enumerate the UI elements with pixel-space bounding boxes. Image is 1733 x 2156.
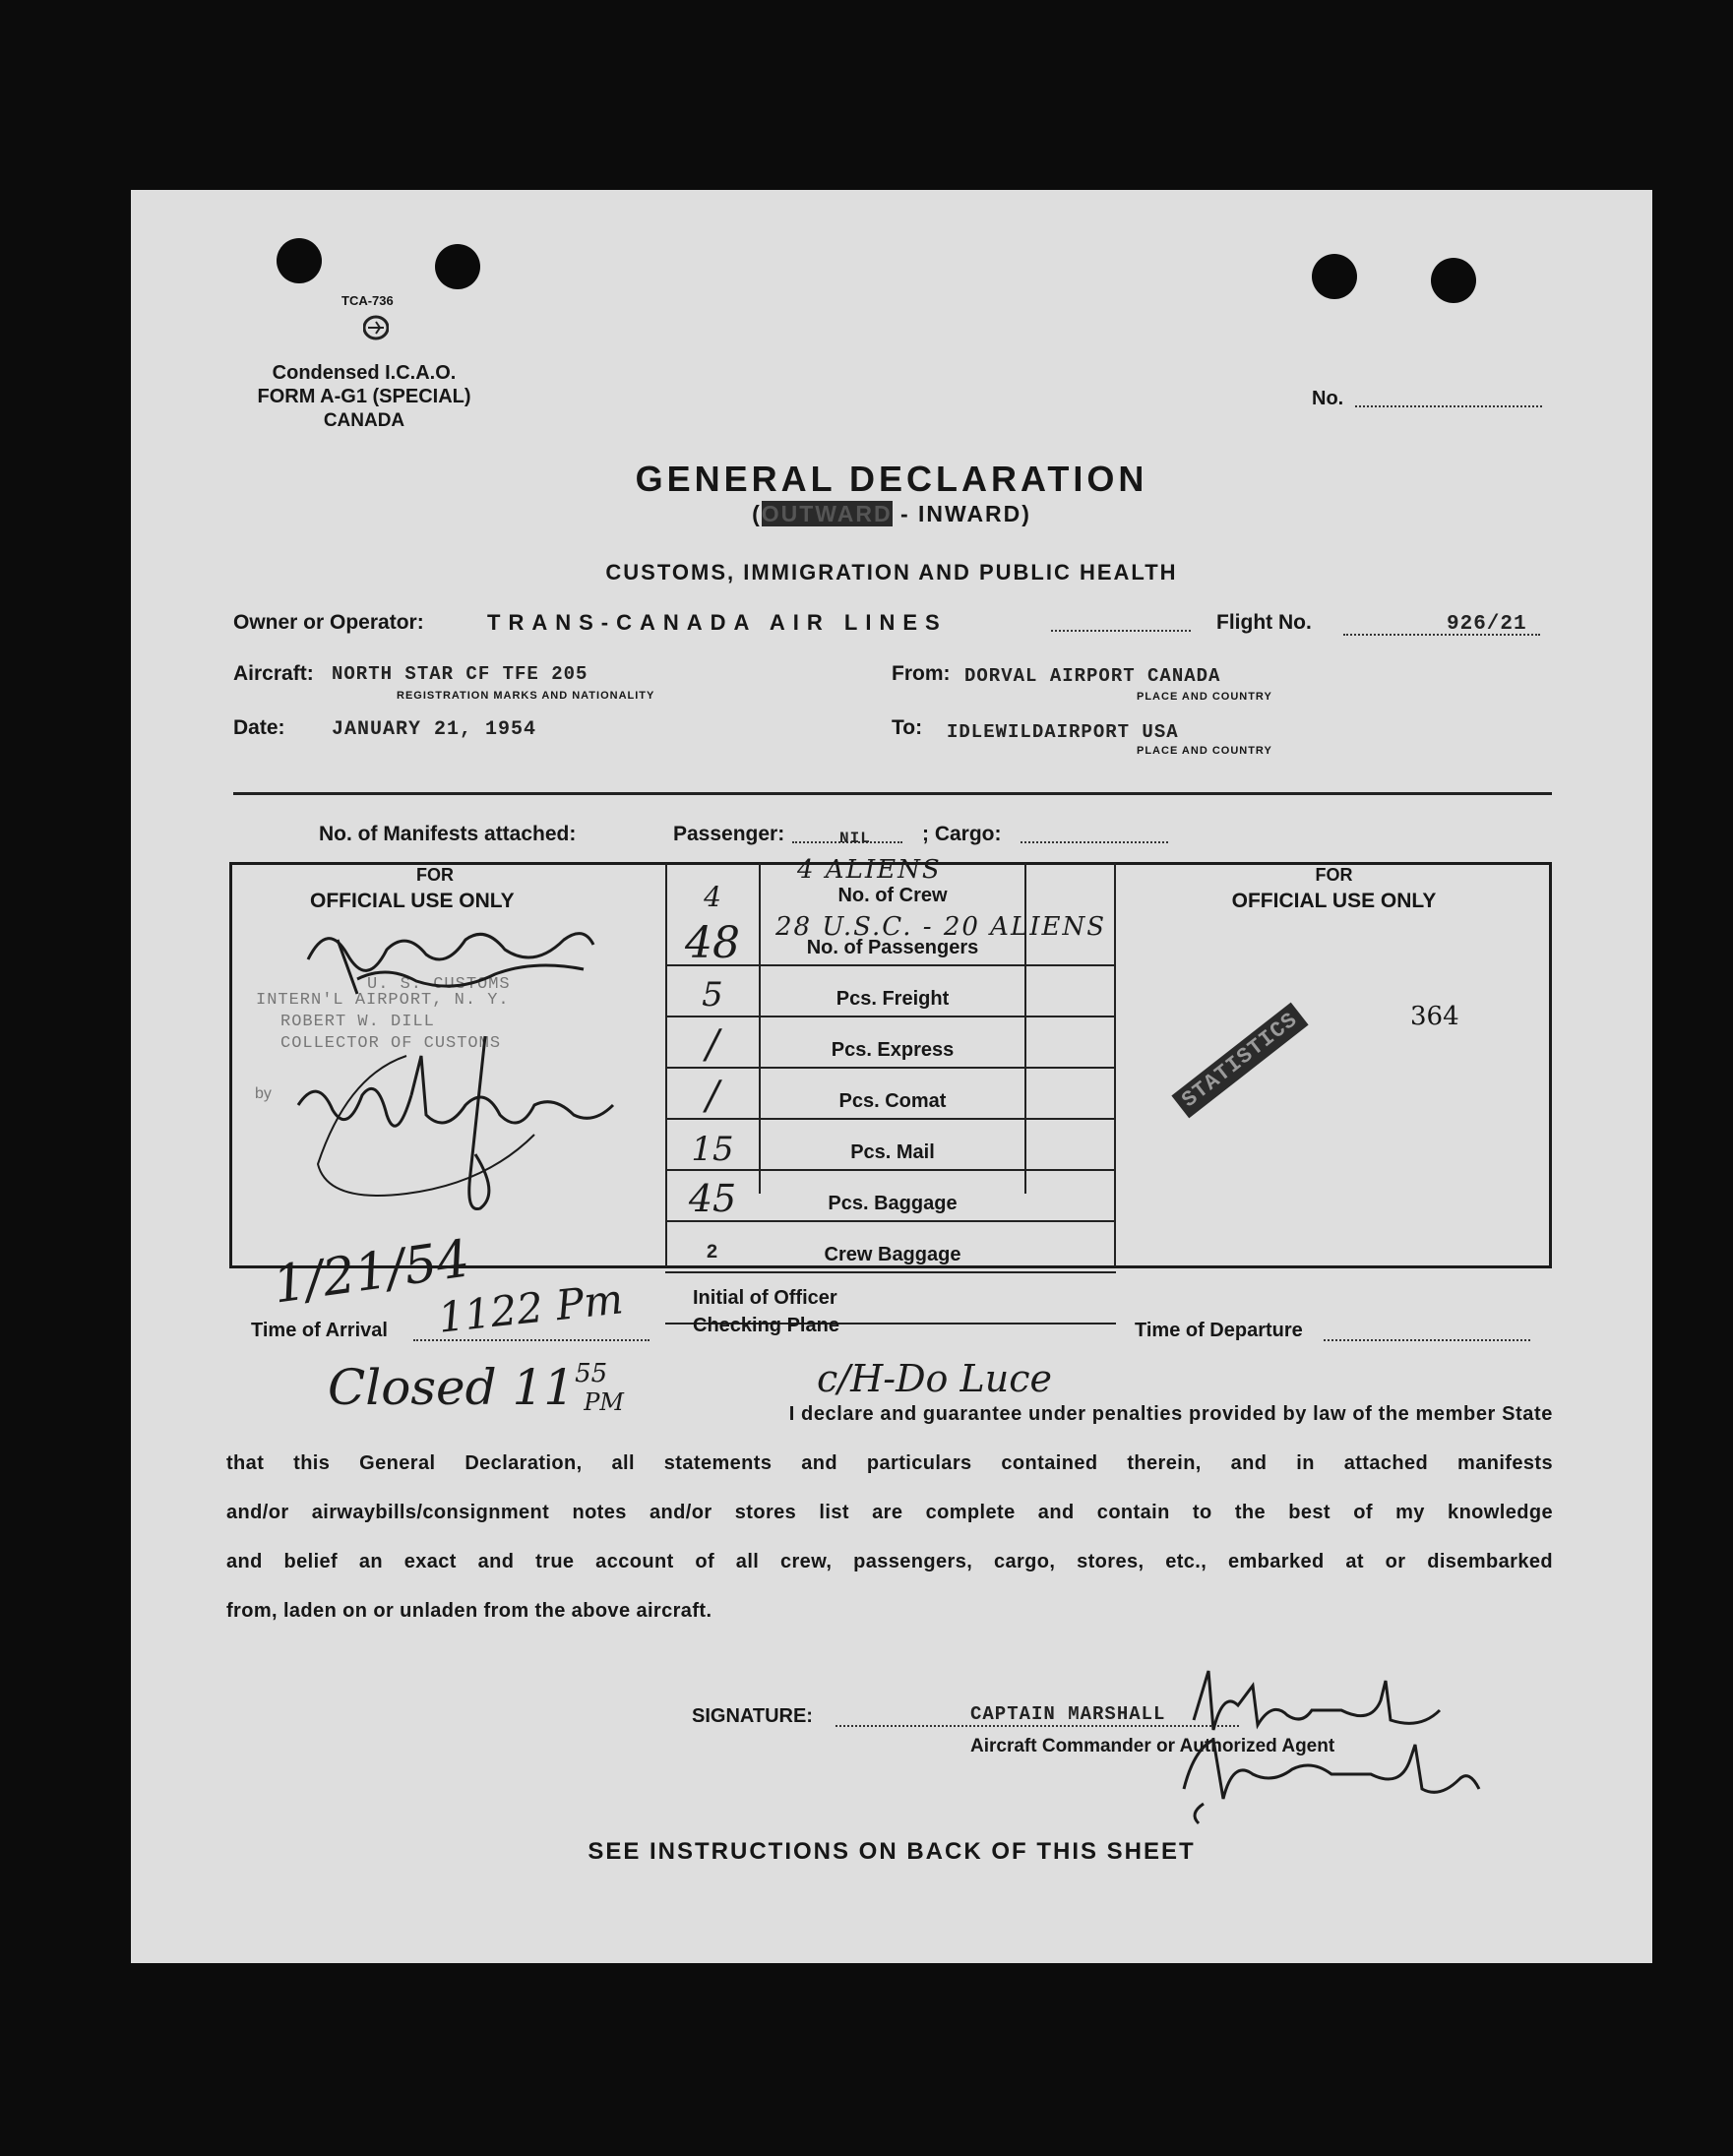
- manifests-cargo-dots: [1021, 841, 1168, 843]
- row-label-comat: Pcs. Comat: [838, 1090, 947, 1112]
- initials-note: c/H-Do Luce: [817, 1357, 1052, 1400]
- to-caption: PLACE AND COUNTRY: [1137, 745, 1272, 757]
- row-value-passengers: 48: [685, 918, 740, 968]
- initial-officer-line2: Checking Plane: [693, 1315, 839, 1336]
- row-line: [665, 1271, 1116, 1273]
- closed-text: Closed 11: [328, 1359, 576, 1416]
- statistics-stamp: STATISTICS: [1171, 1003, 1308, 1119]
- official-left-line2: OFFICIAL USE ONLY: [310, 890, 515, 912]
- official-right-line2: OFFICIAL USE ONLY: [1231, 890, 1437, 912]
- arrival-time: 1122 Pm: [435, 1274, 626, 1342]
- from-value: DORVAL AIRPORT CANADA: [964, 665, 1221, 687]
- row-value-crew-baggage: 2: [706, 1242, 719, 1264]
- to-label: To:: [892, 716, 923, 739]
- closed-pm: PM: [584, 1388, 624, 1416]
- closed-minutes: 55: [575, 1359, 608, 1388]
- row-label-freight: Pcs. Freight: [836, 988, 950, 1010]
- aircraft-label: Aircraft:: [233, 662, 314, 685]
- row-label-crew: No. of Crew: [837, 885, 948, 906]
- stamp-line1: U. S. CUSTOMS: [367, 975, 511, 994]
- form-name-line3: CANADA: [323, 410, 405, 431]
- punch-hole: [1312, 254, 1357, 299]
- manifests-cargo-label: ; Cargo:: [922, 823, 1002, 845]
- initial-officer-line1: Initial of Officer: [693, 1287, 837, 1309]
- tca-logo: [363, 315, 389, 345]
- declaration-line4: and belief an exact and true account of all crew, passengers, cargo, stores, etc., embarked at or disembarked: [226, 1551, 1553, 1572]
- table-divider: [1114, 863, 1116, 1266]
- row-label-baggage: Pcs. Baggage: [828, 1193, 958, 1214]
- subtitle: CUSTOMS, IMMIGRATION AND PUBLIC HEALTH: [605, 560, 1178, 585]
- row-label-express: Pcs. Express: [831, 1039, 955, 1061]
- row-value-baggage: 45: [688, 1177, 737, 1220]
- footer-instructions: SEE INSTRUCTIONS ON BACK OF THIS SHEET: [588, 1838, 1196, 1865]
- row-value-express: /: [706, 1022, 719, 1068]
- row-value-comat: /: [706, 1074, 719, 1119]
- direction: [131, 501, 1652, 527]
- captain-signature-scribble: [1164, 1632, 1499, 1833]
- signature-value: CAPTAIN MARSHALL: [970, 1703, 1166, 1725]
- number-label: No.: [1312, 388, 1344, 409]
- declaration-line3: and/or airwaybills/consignment notes and/or stores list are complete and contain to the best of my knowledge: [226, 1502, 1553, 1523]
- punch-hole: [435, 244, 480, 289]
- official-right-line1: FOR: [1315, 865, 1353, 885]
- number-field: [1355, 405, 1542, 407]
- time-of-arrival-label: Time of Arrival: [251, 1320, 388, 1341]
- row-value-mail: 15: [691, 1130, 734, 1169]
- page-title: GENERAL DECLARATION: [635, 459, 1148, 499]
- form-name-line2: FORM A-G1 (SPECIAL): [257, 386, 471, 407]
- row-label-passengers: No. of Passengers: [806, 937, 979, 958]
- passenger-note: 28 U.S.C. - 20 ALIENS: [775, 912, 1107, 942]
- officer-signature-scribble: [298, 910, 613, 1004]
- stat-number: 364: [1410, 1002, 1459, 1031]
- owner-value: TRANS-CANADA AIR LINES: [487, 610, 948, 635]
- divider: [233, 792, 1552, 795]
- form-code: TCA-736: [341, 293, 394, 308]
- flight-value: 926/21: [1447, 613, 1527, 636]
- owner-dots: [1051, 630, 1191, 632]
- stamp-line5: by: [255, 1085, 272, 1102]
- aircraft-caption: REGISTRATION MARKS AND NATIONALITY: [397, 690, 655, 702]
- manifests-passenger-value: NIL: [839, 830, 871, 847]
- from-caption: PLACE AND COUNTRY: [1137, 691, 1272, 703]
- direction-open: (: [752, 501, 762, 526]
- row-value-crew: 4: [704, 881, 721, 913]
- flight-label: Flight No.: [1216, 611, 1312, 634]
- row-label-mail: Pcs. Mail: [850, 1141, 935, 1163]
- direction-rest: - INWARD): [892, 501, 1031, 526]
- row-line: [665, 1220, 1116, 1222]
- stamp-line3: ROBERT W. DILL: [280, 1013, 435, 1031]
- aircraft-value: NORTH STAR CF TFE 205: [332, 663, 588, 685]
- collector-signature-scribble: [288, 1016, 623, 1228]
- declaration-line1: I declare and guarantee under penalties provided by law of the member State: [788, 1403, 1553, 1425]
- declaration-line5: from, laden on or unladen from the above aircraft.: [226, 1600, 712, 1622]
- time-of-departure-label: Time of Departure: [1135, 1320, 1303, 1341]
- row-line: [665, 1169, 1116, 1171]
- to-value: IDLEWILDAIRPORT USA: [947, 721, 1179, 743]
- signature-label: SIGNATURE:: [692, 1705, 813, 1727]
- row-value-freight: 5: [702, 975, 723, 1015]
- from-label: From:: [892, 662, 951, 685]
- stamp-line2: INTERN'L AIRPORT, N. Y.: [256, 991, 510, 1010]
- punch-hole: [1431, 258, 1476, 303]
- official-left-line1: FOR: [416, 865, 454, 885]
- date-value: JANUARY 21, 1954: [332, 718, 537, 741]
- signature-caption: Aircraft Commander or Authorized Agent: [970, 1736, 1335, 1756]
- manifests-passenger-label: Passenger:: [673, 823, 785, 845]
- row-line: [665, 1016, 1116, 1017]
- document-sheet: [131, 190, 1652, 1963]
- stamp-line4: COLLECTOR OF CUSTOMS: [280, 1034, 502, 1053]
- row-label-crew-baggage: Crew Baggage: [824, 1244, 961, 1265]
- arrival-date: 1/21/54: [269, 1229, 473, 1316]
- declaration-line2: that this General Declaration, all statements and particulars contained therein, and in attached manifests: [226, 1452, 1553, 1474]
- crew-note: 4 ALIENS: [797, 855, 942, 885]
- departure-time-field: [1324, 1339, 1530, 1341]
- manifests-label: No. of Manifests attached:: [319, 823, 577, 845]
- date-label: Date:: [233, 716, 285, 739]
- punch-hole: [277, 238, 322, 283]
- direction-struck: OUTWARD: [761, 501, 893, 526]
- owner-label: Owner or Operator:: [233, 611, 424, 634]
- form-name-line1: Condensed I.C.A.O.: [272, 362, 457, 384]
